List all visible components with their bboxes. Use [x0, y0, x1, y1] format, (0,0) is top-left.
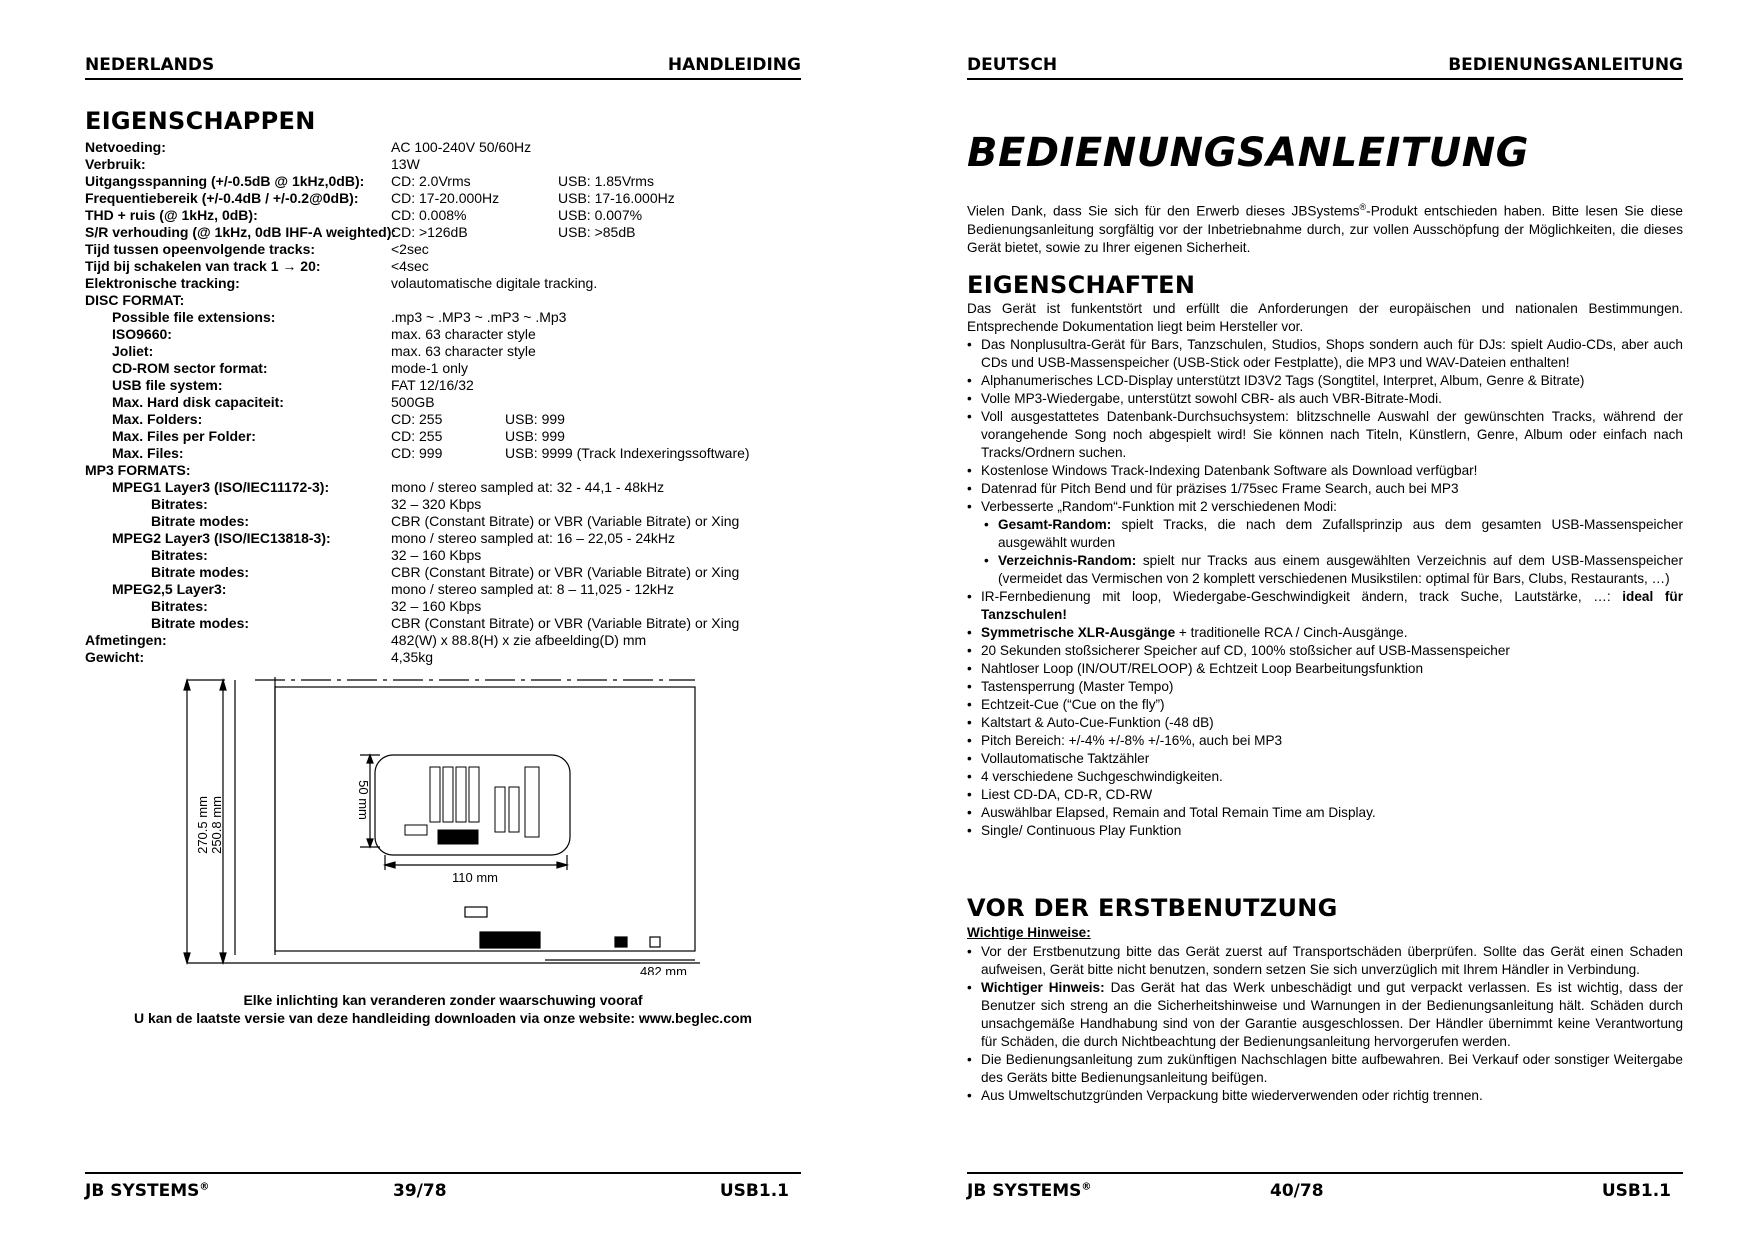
spec-row	[85, 309, 801, 326]
spec-label: Bitrate modes:	[151, 564, 250, 580]
spec-label: Max. Hard disk capaciteit:	[112, 394, 284, 410]
spec-row	[85, 326, 801, 343]
spec-label: THD + ruis (@ 1kHz, 0dB):	[85, 207, 258, 223]
spec-row	[85, 547, 801, 564]
page-header	[85, 52, 801, 80]
spec-label: Bitrates:	[151, 496, 208, 512]
dim-50: 50 mm	[356, 780, 371, 820]
spec-label: ISO9660:	[112, 326, 172, 342]
header-language: DEUTSCH	[967, 55, 1058, 75]
spec-label: CD-ROM sector format:	[112, 360, 268, 376]
spec-value-usb: USB: 0.007%	[558, 207, 643, 223]
important-notes-label: Wichtige Hinweise:	[967, 925, 1091, 940]
list-item: • Die Bedienungsanleitung zum zukünftigen Nachschlagen bitte aufbewahren. Bei Verkauf oder sonstiger Weitergabe des Geräts bitte Bedienungsanleitung beifügen.	[967, 1051, 1683, 1087]
list-item: • Das Nonplusultra-Gerät für Bars, Tanzschulen, Studios, Shops sondern auch für DJs: spielt Audio-CDs, aber auch CDs und USB-Massenspeicher (USB-Stick oder Festplatte), die MP3 und WAV-Dateien enthalten!	[967, 336, 1683, 372]
footer-model: USB1.1	[719, 1181, 789, 1201]
page-number: 39/78	[393, 1181, 447, 1201]
big-title: BEDIENUNGSANLEITUNG	[967, 130, 1529, 176]
spec-label: Elektronische tracking:	[85, 275, 240, 291]
spec-row	[85, 649, 801, 666]
page-number: 40/78	[1270, 1181, 1324, 1201]
spec-row	[85, 530, 801, 547]
before-use-title: VOR DER ERSTBENUTZUNG	[967, 894, 1338, 922]
list-item: • Aus Umweltschutzgründen Verpackung bitte wiederverwenden oder richtig trennen.	[967, 1087, 1683, 1105]
page-footer	[967, 1172, 1683, 1206]
spec-row	[85, 445, 801, 462]
list-item: • Verzeichnis-Random: spielt nur Tracks aus einem ausgewählten Verzeichnis auf dem USB-Massenspeicher (vermeidet das Vermischen von 2 komplett verschiedenen Musikstilen: optimal für Bars, Clubs, Restaurants, …)	[967, 552, 1683, 588]
spec-value: 500GB	[391, 394, 435, 410]
list-item: • Kostenlose Windows Track-Indexing Datenbank Software als Download verfügbar!	[967, 462, 1683, 480]
spec-row	[85, 275, 801, 292]
list-item: • Tastensperrung (Master Tempo)	[967, 678, 1683, 696]
spec-row	[85, 207, 801, 224]
spec-value-usb: USB: 17-16.000Hz	[558, 190, 675, 206]
list-item: • 20 Sekunden stoßsicherer Speicher auf CD, 100% stoßsicher auf USB-Massenspeicher	[967, 642, 1683, 660]
spec-value-usb: USB: 999	[505, 428, 565, 444]
spec-label: MPEG2,5 Layer3:	[112, 581, 227, 597]
spec-label: Bitrate modes:	[151, 513, 250, 529]
spec-value-usb: USB: 1.85Vrms	[558, 173, 654, 189]
spec-row	[85, 411, 801, 428]
spec-row	[85, 377, 801, 394]
right-page	[967, 0, 1683, 1240]
list-item: • Single/ Continuous Play Funktion	[967, 822, 1683, 840]
spec-label: Frequentiebereik (+/-0.4dB / +/-0.2@0dB):	[85, 190, 359, 206]
spec-value-usb: USB: >85dB	[558, 224, 636, 240]
spec-label: S/R verhouding (@ 1kHz, 0dB IHF-A weighted):	[85, 224, 397, 240]
spec-label: Uitgangsspanning (+/-0.5dB @ 1kHz,0dB):	[85, 173, 365, 189]
spec-row	[85, 428, 801, 445]
list-item: • Kaltstart & Auto-Cue-Funktion (-48 dB)	[967, 714, 1683, 732]
spec-label: MPEG1 Layer3 (ISO/IEC11172-3):	[112, 479, 330, 495]
spec-row	[85, 292, 801, 309]
list-item: • Liest CD-DA, CD-R, CD-RW	[967, 786, 1683, 804]
list-item: • Datenrad für Pitch Bend und für präzises 1/75sec Frame Search, auch bei MP3	[967, 480, 1683, 498]
dim-482: 482 mm	[640, 964, 687, 975]
spec-value-usb: USB: 9999 (Track Indexeringssoftware)	[505, 445, 750, 461]
spec-row	[85, 462, 801, 479]
list-item: • 4 verschiedene Suchgeschwindigkeiten.	[967, 768, 1683, 786]
features-intro: Das Gerät ist funkentstört und erfüllt die Anforderungen der europäischen und nationalen Bestimmungen. Entsprechende Dokumentation liegt beim Hersteller vor.	[967, 301, 1683, 334]
header-doc-type: BEDIENUNGSANLEITUNG	[1448, 55, 1683, 75]
list-item: • Symmetrische XLR-Ausgänge + traditionelle RCA / Cinch-Ausgänge.	[967, 624, 1683, 642]
section-title: EIGENSCHAPPEN	[85, 107, 316, 135]
intro-paragraph: Vielen Dank, dass Sie sich für den Erwerb dieses JBSystems®-Produkt entschieden haben. Bitte lesen Sie diese Bedienungsanleitung sorgfältig vor der Inbetriebnahme durch, zur vollen Ausschöpfung der Möglichkeiten, die dieses Gerät bietet, sowie zu Ihrer eigenen Sicherheit.	[967, 202, 1683, 255]
list-item: • Vollautomatische Taktzähler	[967, 750, 1683, 768]
spec-row	[85, 615, 801, 632]
dim-110: 110 mm	[452, 870, 498, 885]
spec-label: Afmetingen:	[85, 632, 167, 648]
spec-row	[85, 632, 801, 649]
list-item: • Nahtloser Loop (IN/OUT/RELOOP) & Echtzeit Loop Bearbeitungsfunktion	[967, 660, 1683, 678]
list-item: • Wichtiger Hinweis: Das Gerät hat das Werk unbeschädigt und gut verpackt verlassen. Es ist wichtig, dass der Benutzer sich streng an die Sicherheitshinweise und Warnungen in der Bedienungsanleitung hält. Schäden durch unsachgemäße Handhabung sind von der Garantie ausgeschlossen. Der Händler übernimmt keine Verantwortung für Schäden, die durch Nichtbeachtung der Bedienungsanleitung hervorgerufen werden.	[967, 979, 1683, 1051]
footer-model: USB1.1	[1601, 1181, 1671, 1201]
spec-value: <4sec	[391, 258, 429, 274]
spec-value: CBR (Constant Bitrate) or VBR (Variable Bitrate) or Xing	[391, 564, 740, 580]
spec-value: mode-1 only	[391, 360, 469, 376]
spec-value: 32 – 160 Kbps	[391, 547, 482, 563]
device-dimension-drawing	[175, 675, 705, 975]
spec-label: USB file system:	[112, 377, 223, 393]
list-item: • Vor der Erstbenutzung bitte das Gerät zuerst auf Transportschäden überprüfen. Sollte das Gerät einen Schaden aufweisen, Gerät bitte nicht benutzen, sondern setzen Sie sich unverzüglich mit Ihrem Händler in Verbindung.	[967, 943, 1683, 979]
spec-value: <2sec	[391, 241, 429, 257]
dim-270: 270.5 mm	[195, 796, 210, 854]
spec-value: mono / stereo sampled at: 16 – 22,05 - 24kHz	[391, 530, 676, 546]
list-item: • Echtzeit-Cue (“Cue on the fly”)	[967, 696, 1683, 714]
header-language: NEDERLANDS	[85, 55, 215, 75]
spec-label: Max. Files:	[112, 445, 184, 461]
spec-label: Possible file extensions:	[112, 309, 276, 325]
spec-row	[85, 564, 801, 581]
spec-row	[85, 139, 801, 156]
spec-row	[85, 190, 801, 207]
spec-value: .mp3 ~ .MP3 ~ .mP3 ~ .Mp3	[391, 309, 567, 325]
spec-row	[85, 598, 801, 615]
spec-label: DISC FORMAT:	[85, 292, 185, 308]
spec-label: Tijd tussen opeenvolgende tracks:	[85, 241, 316, 257]
list-item: • Gesamt-Random: spielt Tracks, die nach dem Zufallsprinzip aus dem gesamten USB-Massenspeicher ausgewählt wurden	[967, 516, 1683, 552]
spec-value: CD: 999	[391, 445, 443, 461]
spec-value: max. 63 character style	[391, 326, 536, 342]
header-doc-type: HANDLEIDING	[667, 55, 801, 75]
spec-value: 32 – 160 Kbps	[391, 598, 482, 614]
list-item: • Volle MP3-Wiedergabe, unterstützt sowohl CBR- als auch VBR-Bitrate-Modi.	[967, 390, 1683, 408]
list-item: • Alphanumerisches LCD-Display unterstützt ID3V2 Tags (Songtitel, Interpret, Album, Genre & Bitrate)	[967, 372, 1683, 390]
dim-250: 250.8 mm	[209, 796, 224, 854]
spec-value: volautomatische digitale tracking.	[391, 275, 598, 291]
left-page	[85, 0, 801, 1240]
spec-label: Tijd bij schakelen van track 1 → 20:	[85, 258, 321, 274]
spec-row	[85, 479, 801, 496]
spec-value: CD: 255	[391, 411, 443, 427]
spec-value: CD: 255	[391, 428, 443, 444]
spec-label: Bitrates:	[151, 598, 208, 614]
spec-row	[85, 258, 801, 275]
list-item: • IR-Fernbedienung mit loop, Wiedergabe-Geschwindigkeit ändern, track Suche, Lautstärke, …: ideal für Tanzschulen!	[967, 588, 1683, 624]
spec-value: 482(W) x 88.8(H) x zie afbeelding(D) mm	[391, 632, 647, 648]
spec-value: CD: >126dB	[391, 224, 468, 240]
spec-row	[85, 173, 801, 190]
spec-value: 32 – 320 Kbps	[391, 496, 482, 512]
spec-row	[85, 513, 801, 530]
device-body	[275, 687, 695, 951]
spec-label: Bitrate modes:	[151, 615, 250, 631]
features-title: EIGENSCHAFTEN	[967, 271, 1196, 299]
spec-row	[85, 224, 801, 241]
list-item: • Pitch Bereich: +/-4% +/-8% +/-16%, auch bei MP3	[967, 732, 1683, 750]
spec-value: CBR (Constant Bitrate) or VBR (Variable Bitrate) or Xing	[391, 615, 740, 631]
spec-label: Verbruik:	[85, 156, 146, 172]
spec-value: AC 100-240V 50/60Hz	[391, 139, 532, 155]
list-item: • Voll ausgestattetes Datenbank-Durchsuchsystem: blitzschnelle Auswahl der gewünschten Tracks, während der vorangehende Song noch abgespielt wird! Sie können nach Titeln, Künstlern, Genre, Album oder einfach nach Tracks/Ordnern suchen.	[967, 408, 1683, 462]
spec-row	[85, 360, 801, 377]
spec-row	[85, 343, 801, 360]
spec-value: mono / stereo sampled at: 8 – 11,025 - 12kHz	[391, 581, 675, 597]
spec-value-usb: USB: 999	[505, 411, 565, 427]
spec-value: FAT 12/16/32	[391, 377, 474, 393]
spec-value: max. 63 character style	[391, 343, 536, 359]
footer-brand: JB SYSTEMS®	[967, 1181, 1092, 1201]
spec-label: Max. Folders:	[112, 411, 203, 427]
footer-brand: JB SYSTEMS®	[85, 1181, 210, 1201]
spec-value: CD: 2.0Vrms	[391, 173, 471, 189]
spec-value: 4,35kg	[391, 649, 434, 665]
spec-label: Netvoeding:	[85, 139, 166, 155]
list-item: • Auswählbar Elapsed, Remain and Total Remain Time am Display.	[967, 804, 1683, 822]
spec-value: mono / stereo sampled at: 32 - 44,1 - 48kHz	[391, 479, 665, 495]
spec-label: Gewicht:	[85, 649, 145, 665]
page-header	[967, 52, 1683, 80]
spec-value: CBR (Constant Bitrate) or VBR (Variable Bitrate) or Xing	[391, 513, 740, 529]
spec-label: Bitrates:	[151, 547, 208, 563]
spec-row	[85, 496, 801, 513]
notes-list	[967, 943, 1683, 1105]
spec-value: CD: 17-20.000Hz	[391, 190, 500, 206]
disclaimer-note: Elke inlichting kan veranderen zonder waarschuwing vooraf	[243, 992, 643, 1008]
spec-value: CD: 0.008%	[391, 207, 467, 223]
spec-label: Joliet:	[112, 343, 154, 359]
spec-label: Max. Files per Folder:	[112, 428, 256, 444]
spec-value: 13W	[391, 156, 420, 172]
spec-row	[85, 156, 801, 173]
spec-row	[85, 581, 801, 598]
list-item: • Verbesserte „Random“-Funktion mit 2 verschiedenen Modi:	[967, 498, 1683, 516]
spec-label: MPEG2 Layer3 (ISO/IEC13818-3):	[112, 530, 331, 546]
features-list	[967, 336, 1683, 840]
spec-row	[85, 394, 801, 411]
spec-label: MP3 FORMATS:	[85, 462, 191, 478]
spec-table	[85, 139, 801, 666]
page-footer	[85, 1172, 801, 1206]
download-note: U kan de laatste versie van deze handleiding downloaden via onze website: www.beglec.com	[134, 1010, 752, 1026]
spec-row	[85, 241, 801, 258]
